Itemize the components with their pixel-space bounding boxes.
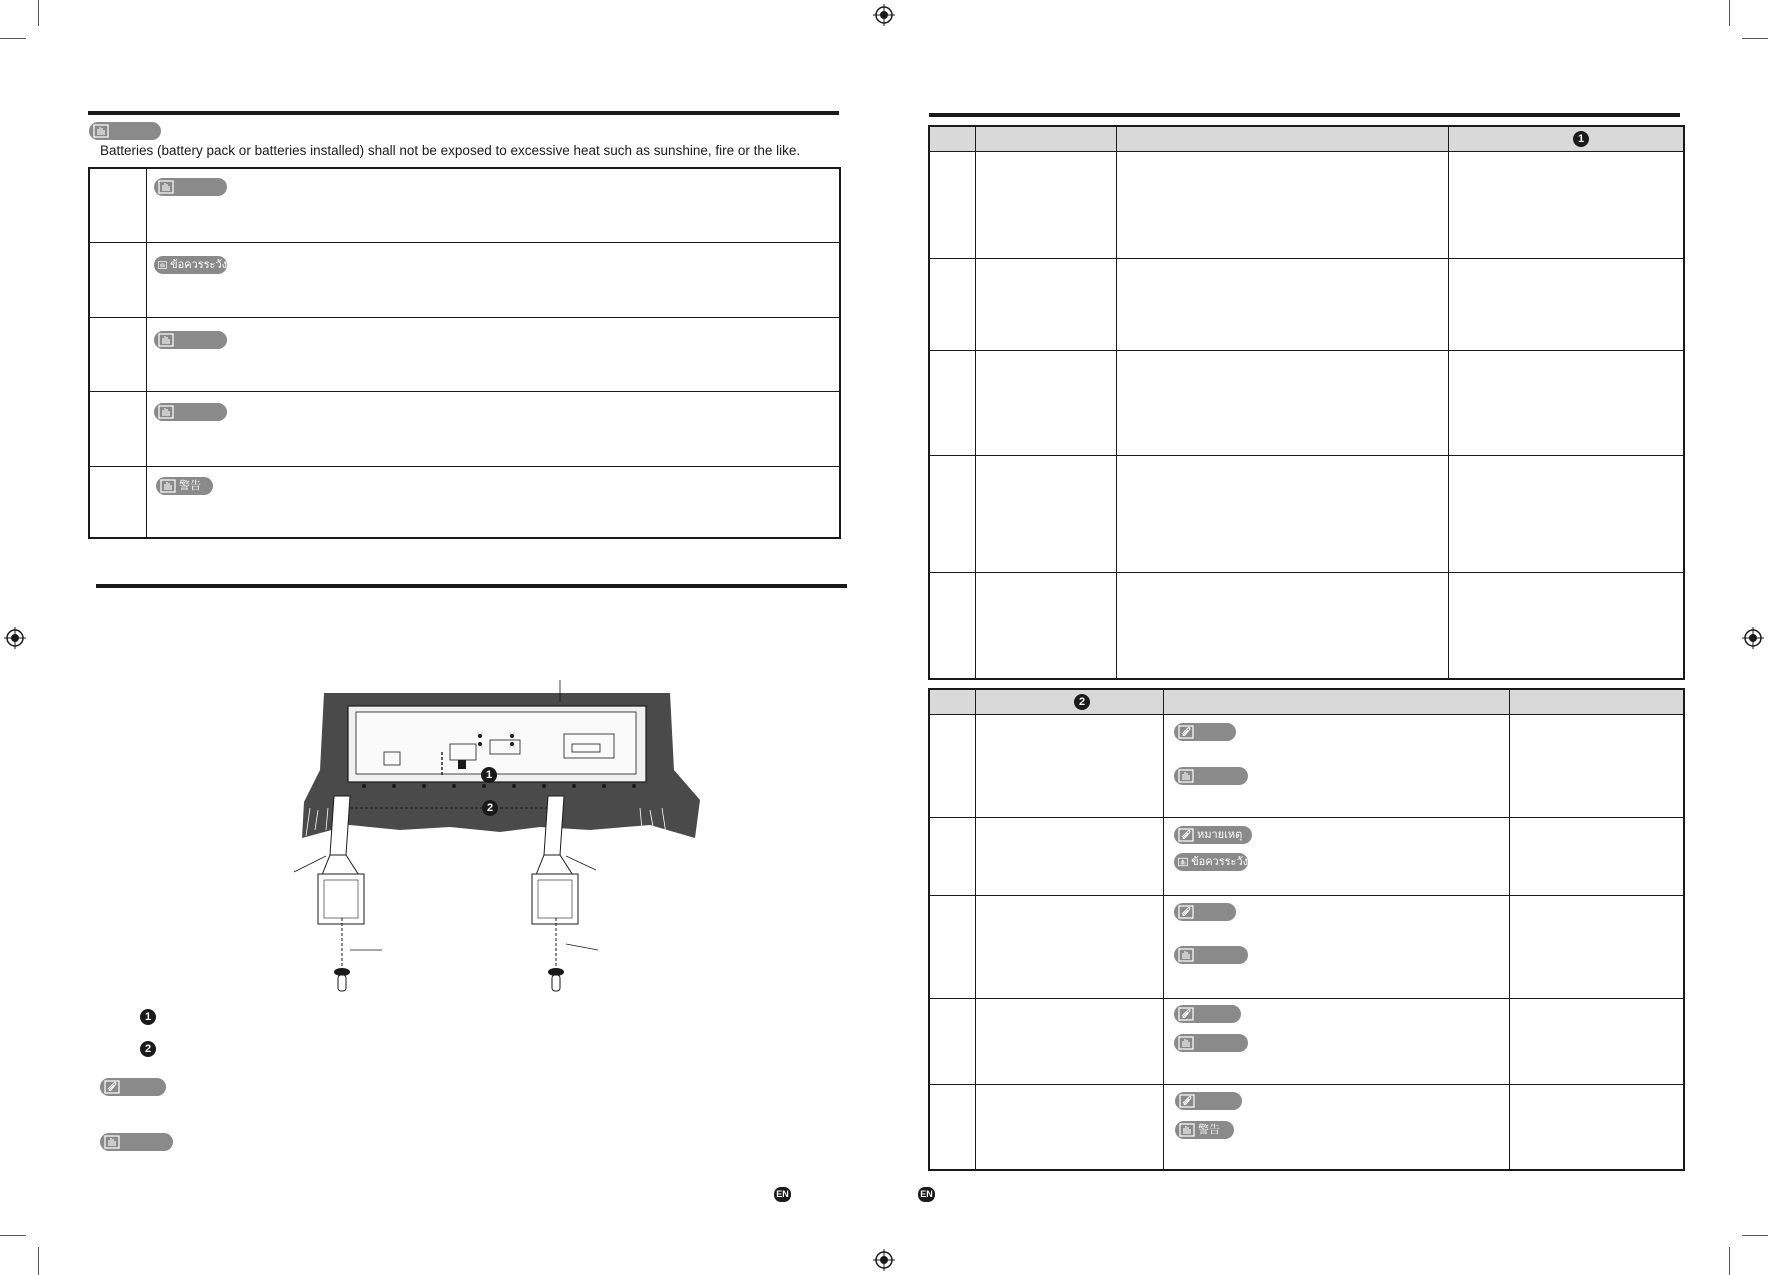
warning-row-badge bbox=[154, 178, 227, 196]
col-divider bbox=[975, 690, 976, 1169]
col-divider bbox=[975, 127, 976, 678]
warning-row-badge bbox=[154, 403, 227, 421]
warning-table-divider bbox=[146, 168, 147, 538]
section-rule bbox=[88, 111, 839, 115]
row-divider bbox=[930, 817, 1683, 818]
diagram-marker-2: 2 bbox=[482, 800, 498, 816]
crop-mark bbox=[1729, 1247, 1730, 1275]
note-badge bbox=[1175, 1092, 1242, 1110]
crop-mark bbox=[1742, 38, 1768, 39]
hand-caution-icon bbox=[158, 333, 174, 347]
hand-caution-icon bbox=[1179, 1123, 1195, 1137]
registration-mark-icon bbox=[4, 627, 26, 649]
row-divider bbox=[930, 895, 1683, 896]
registration-mark-icon bbox=[873, 4, 895, 26]
caution-badge bbox=[89, 122, 161, 140]
registration-mark-icon bbox=[1742, 627, 1764, 649]
hand-caution-icon bbox=[93, 124, 109, 138]
note-badge bbox=[1174, 723, 1236, 741]
warning-row-badge bbox=[154, 331, 227, 349]
crop-mark bbox=[38, 0, 39, 26]
crop-mark bbox=[0, 38, 26, 39]
caution-badge: ข้อควรระวัง bbox=[1174, 853, 1248, 871]
page-language-mark: EN bbox=[918, 1187, 935, 1202]
hand-caution-icon bbox=[1178, 948, 1194, 962]
caution-badge bbox=[1174, 946, 1248, 964]
row-divider bbox=[930, 572, 1683, 573]
hand-caution-icon bbox=[158, 258, 167, 272]
paperclip-icon bbox=[1178, 905, 1194, 919]
hand-caution-icon bbox=[104, 1135, 120, 1149]
note-badge bbox=[100, 1078, 166, 1096]
hand-caution-icon bbox=[1178, 1036, 1194, 1050]
col-divider bbox=[1163, 690, 1164, 1169]
hand-caution-icon bbox=[158, 405, 174, 419]
crop-mark bbox=[0, 1235, 26, 1236]
hand-caution-icon bbox=[1178, 769, 1194, 783]
col-divider bbox=[1509, 690, 1510, 1169]
paperclip-icon bbox=[1179, 1094, 1195, 1108]
row-divider bbox=[930, 1084, 1683, 1085]
hand-caution-icon bbox=[1178, 855, 1188, 869]
section-rule bbox=[96, 584, 847, 588]
note-badge: หมายเหตุ bbox=[1174, 826, 1252, 844]
row-divider bbox=[89, 317, 840, 318]
row-divider bbox=[89, 391, 840, 392]
row-divider bbox=[89, 466, 840, 467]
table-header bbox=[930, 690, 1683, 714]
crop-mark bbox=[1742, 1235, 1768, 1236]
note-badge bbox=[1174, 1005, 1241, 1023]
row-divider bbox=[89, 242, 840, 243]
crop-mark bbox=[1729, 0, 1730, 26]
note-badge bbox=[1174, 903, 1236, 921]
warning-row-badge: ข้อควรระวัง bbox=[154, 256, 227, 274]
hand-caution-icon bbox=[158, 180, 174, 194]
paperclip-icon bbox=[1178, 828, 1194, 842]
paperclip-icon bbox=[1178, 1007, 1194, 1021]
table1-header-marker: 1 bbox=[1573, 131, 1589, 147]
registration-mark-icon bbox=[873, 1249, 895, 1271]
warning-row-badge: 警告 bbox=[156, 477, 213, 495]
section-rule bbox=[929, 113, 1680, 117]
row-divider bbox=[930, 455, 1683, 456]
row-divider bbox=[930, 258, 1683, 259]
battery-warning-text: Batteries (battery pack or batteries installed) shall not be exposed to excessive heat such as sunshine, fire or the like. bbox=[100, 143, 801, 158]
row-divider bbox=[930, 350, 1683, 351]
caution-badge bbox=[1174, 1034, 1248, 1052]
table-header bbox=[930, 127, 1683, 151]
paperclip-icon bbox=[104, 1080, 120, 1094]
page-language-mark: EN bbox=[774, 1187, 791, 1202]
row-divider bbox=[930, 998, 1683, 999]
hand-caution-icon bbox=[160, 479, 176, 493]
tv-stand-diagram bbox=[290, 680, 710, 1000]
spec-table-1 bbox=[928, 125, 1685, 680]
table2-header-marker: 2 bbox=[1074, 694, 1090, 710]
header-divider bbox=[930, 714, 1683, 715]
diagram-marker-1: 1 bbox=[481, 767, 497, 783]
col-divider bbox=[1116, 127, 1117, 678]
caution-badge bbox=[1174, 767, 1248, 785]
spec-table-2 bbox=[928, 688, 1685, 1171]
header-divider bbox=[930, 151, 1683, 152]
col-divider bbox=[1448, 127, 1449, 678]
crop-mark bbox=[38, 1247, 39, 1275]
caution-badge: 警告 bbox=[1175, 1121, 1234, 1139]
paperclip-icon bbox=[1178, 725, 1194, 739]
legend-marker-2: 2 bbox=[140, 1041, 156, 1057]
legend-marker-1: 1 bbox=[140, 1009, 156, 1025]
caution-badge bbox=[100, 1133, 173, 1151]
